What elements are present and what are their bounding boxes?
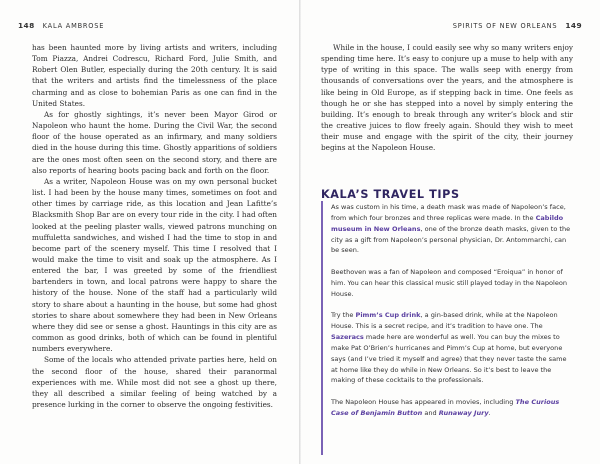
left-page	[0, 0, 299, 464]
left-paragraph-4: Some of the locals who attended private parties here, held on the second floor of the house, shared their paranormal experiences with me. While most did not see a ghost up there, they all described a similar feeling of being watched by a presence lurking in the corner to observe the ongoing festivities.	[32, 355, 277, 409]
tip-4-text-c: .	[488, 408, 491, 417]
travel-tips-heading: KALA’S TRAVEL TIPS	[321, 188, 460, 201]
tip-death-mask	[331, 202, 575, 256]
left-paragraph-1: has been haunted more by living artists and writers, including Tom Piazza, Andrei Codrescu, Richard Ford, Julie Smith, and Robert Olen Butler, especially during the 20th century. It is said that the writers and artists find the timelessness of the place charming and as close to bohemian Paris as one can find in the United States.	[32, 43, 277, 108]
tip-4-text-a: The Napoleon House has appeared in movies, including	[331, 398, 516, 407]
left-page-number: 148	[18, 21, 35, 30]
sazeracs-highlight: Sazeracs	[331, 333, 364, 342]
pimms-cup-highlight: Pimm’s Cup drink	[355, 311, 421, 320]
tip-3-text-a: Try the	[331, 311, 356, 320]
right-page-number: 149	[565, 21, 582, 30]
tip-beethoven: Beethoven was a fan of Napoleon and composed “Eroiqua” in honor of him. You can hear this classical music still played today in the Napoleon House.	[331, 268, 568, 298]
right-running-head	[453, 21, 582, 30]
left-paragraph-2: As for ghostly sightings, it’s never been Mayor Girod or Napoleon who haunt the home. During the Civil War, the second floor of the house operated as an infirmary, and many soldiers died in the house during this time. Ghostly apparitions of soldiers are the ones most often seen on the second story, and there are also reports of hearing boots pacing back and forth on the floor.	[32, 109, 277, 175]
left-author-name: KALA AMBROSE	[42, 22, 105, 30]
tip-movies	[331, 397, 575, 419]
movie-benjamin-button: The Curious Case of Benjamin Button	[331, 398, 560, 417]
tip-4-text-b: and	[422, 408, 439, 417]
tip-pimms-cup	[331, 310, 575, 386]
movie-runaway-jury: Runaway Jury	[438, 408, 489, 417]
left-body-text	[32, 42, 277, 410]
travel-tips-text	[331, 202, 575, 430]
right-book-title: SPIRITS OF NEW ORLEANS	[452, 22, 558, 30]
cabildo-museum-link: Cabildo museum in New Orleans	[331, 213, 564, 233]
left-running-head	[18, 21, 104, 30]
tip-1-text-b: , one of the bronze death masks, given to the city as a gift from Napoleon’s personal physician, Dr. Antommarchi, can be seen.	[331, 224, 571, 255]
right-paragraph-1: While in the house, I could easily see why so many writers enjoy spending time here. It’s easy to conjure up a muse to help with any type of writing in this space. The walls seep with energy from thousands of conversations over the years, and the atmosphere is like being in Old Europe, as if stepping back in time. One feels as though he or she has stepped into a novel by simply entering the building. It’s enough to break through any writer’s block and stir the creative juices to flow freely again. Should they wish to meet their muse and engage with the spirit of the city, their journey begins at the Napoleon House.	[321, 43, 573, 153]
tip-3-text-c: made here are wonderful as well. You can buy the mixes to make Pat O’Brien’s hurricanes and Pimm’s Cup at home, but everyone says (and I’ve tried it myself and agree) that they never taste the same at home like they do while in New Orleans. So it’s best to leave the making of these cocktails to the professionals.	[331, 333, 567, 385]
tip-1-text-a: As was custom in his time, a death mask was made of Napoleon’s face, from which four bronzes and three replicas were made. In the	[331, 203, 566, 222]
left-paragraph-3: As a writer, Napoleon House was on my own personal bucket list. I had been by the house many times, sometimes on foot and other times by carriage ride, as this location and Jean Lafitte’s Blacksmith Shop Bar are on every tour ride in the city. I had often looked at the peeling plaster walls, viewed patrons munching on muffuletta sandwiches, and wished I had the time to stop in and become part of the scenery myself. This time I resolved that I would make the time to visit and soak up the atmosphere. As I entered the bar, I was greeted by some of the friendliest bartenders in town, and local patrons were happy to share the history of the house. None of the staff had a particularly wild story to share about a haunting in the house, but some had ghost stories to share about somewhere they had been in New Orleans where they did see or sense a ghost. Hauntings in this city are as common as good drinks, both of which can be found in plentiful numbers everywhere.	[32, 176, 277, 354]
right-body-text	[321, 42, 573, 154]
tip-3-text-b: , a gin-based drink, while at the Napoleon House. This is a secret recipe, and it’s tradition to have one. The	[331, 311, 558, 331]
